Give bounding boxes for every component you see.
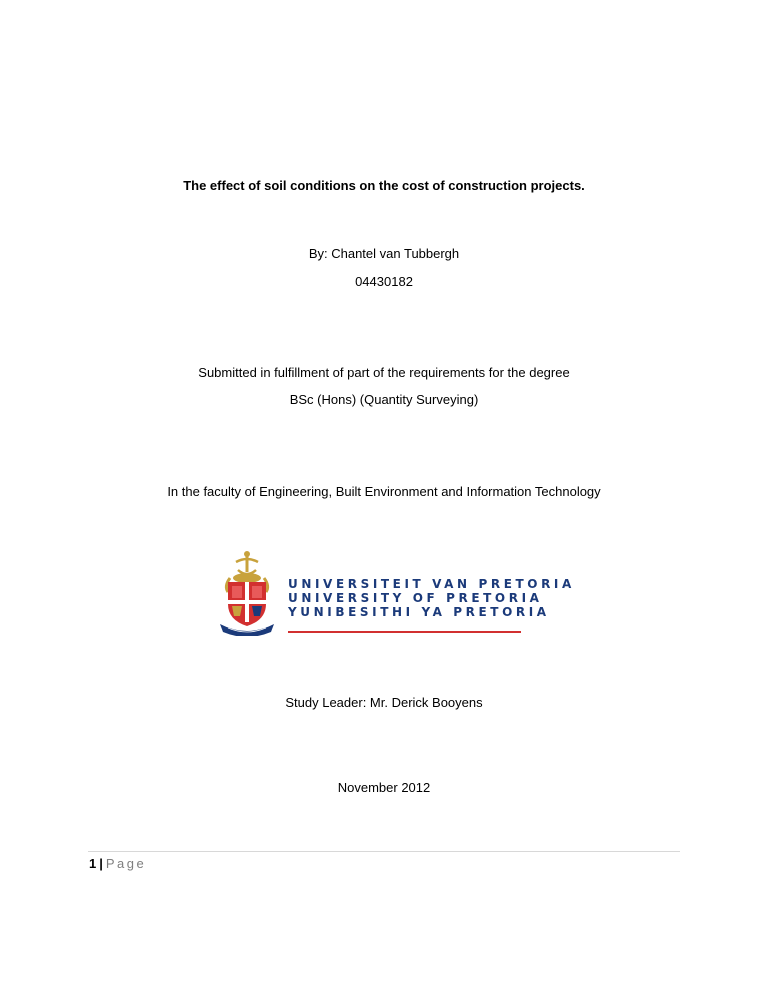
author-line: By: Chantel van Tubbergh: [308, 246, 460, 261]
logo-line-afrikaans: UNIVERSITEIT VAN PRETORIA: [288, 577, 575, 591]
document-title: The effect of soil conditions on the cost of construction projects.: [183, 178, 585, 193]
logo-line-english: UNIVERSITY OF PRETORIA: [288, 591, 543, 605]
footer-divider: [88, 851, 680, 852]
page-label: Page: [105, 856, 147, 871]
page-footer: [89, 856, 146, 872]
university-logo: [218, 548, 575, 638]
document-date: November 2012: [337, 780, 431, 795]
page-number: 1: [89, 856, 97, 871]
degree-name: BSc (Hons) (Quantity Surveying): [289, 392, 479, 407]
faculty-statement: In the faculty of Engineering, Built Environment and Information Technology: [167, 484, 601, 499]
student-number: 04430182: [355, 274, 413, 289]
logo-underline: [288, 631, 521, 633]
university-crest-icon: [218, 548, 276, 636]
study-leader: Study Leader: Mr. Derick Booyens: [285, 695, 483, 710]
logo-line-sepedi: YUNIBESITHI YA PRETORIA: [288, 605, 550, 619]
footer-separator: |: [99, 856, 103, 871]
submission-statement: Submitted in fulfillment of part of the requirements for the degree: [198, 365, 570, 380]
